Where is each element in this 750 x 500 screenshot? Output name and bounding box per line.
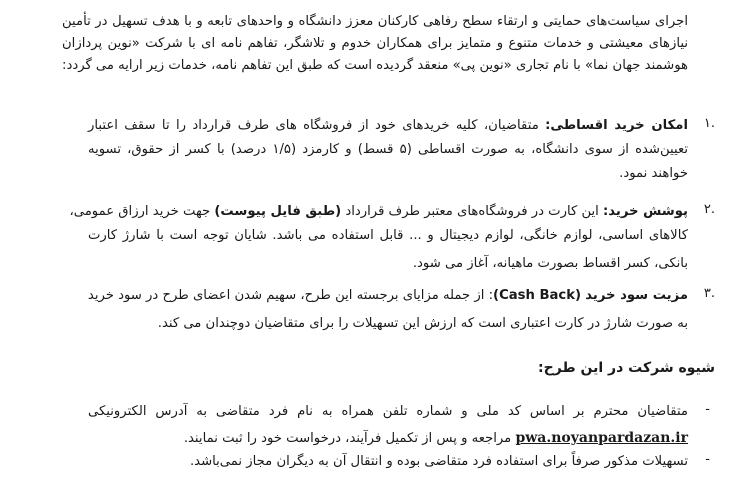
- item-1-line-1: [88, 116, 688, 136]
- item-2-title: پوشش خرید:: [603, 204, 688, 219]
- item-1-line-3: خواهند نمود.: [619, 166, 688, 181]
- bullet-1-line-2: [88, 428, 688, 449]
- item-1-number: ۱.: [703, 116, 715, 131]
- website-link[interactable]: pwa.noyanpardazan.ir: [515, 430, 688, 446]
- item-3-line-1: [88, 286, 688, 306]
- item-2-text-a: این کارت در فروشگاه‌های معتبر طرف قرارداد: [341, 204, 604, 219]
- bullet-2-dash: -: [705, 452, 710, 467]
- bullet-2-line-1: تسهیلات مذکور صرفاً برای استفاده فرد متقاضی بوده و انتقال آن به دیگران مجاز نمی‌باشد.: [189, 454, 688, 469]
- item-3-title: مزیت سود خرید: [585, 288, 688, 303]
- item-3-text: : از جمله مزایای برجسته این طرح، سهیم شدن اعضای طرح در سود خرید: [87, 288, 494, 303]
- bullet-1-text-rest: مراجعه و پس از تکمیل فرآیند، درخواست خود را ثبت نمایند.: [183, 431, 516, 446]
- item-2-text-b: جهت خرید ارزاق عمومی،: [69, 204, 215, 219]
- item-2-number: ۲.: [703, 202, 715, 217]
- item-2-line-3: بانکی، کسر اقساط بصورت ماهیانه، آغاز می شود.: [412, 256, 688, 271]
- intro-line-1: اجرای سیاست‌های حمایتی و ارتقاء سطح رفاهی کارکنان معزز دانشگاه و واحدهای تابعه و با هدف تسهیل در تأمین: [62, 14, 688, 29]
- bullet-1-line-1: متقاضیان محترم بر اساس کد ملی و شماره تلفن همراه به نام فرد متقاضی به آدرس الکترونیکی: [88, 404, 688, 419]
- item-3-line-2: به صورت شارژ در کارت اعتباری است که ارزش این تسهیلات را برای متقاضیان دوچندان می کند.: [157, 316, 688, 331]
- item-2-line-1: [69, 202, 688, 222]
- item-3-number: ۳.: [703, 286, 715, 301]
- item-1-title: امکان خرید اقساطی:: [545, 118, 688, 133]
- item-1-text: متقاضیان، کلیه خریدهای خود از فروشگاه های طرف قرارداد را تا سقف اعتبار: [88, 118, 546, 133]
- item-3-title-en: (Cash Back): [493, 288, 582, 303]
- bullet-1-dash: -: [705, 402, 710, 417]
- section-heading: شیوه شرکت در این طرح:: [538, 360, 715, 376]
- intro-line-3: هوشمند جهان نما» با نام تجاری «نوین پی» منعقد گردیده است که طبق این تفاهم نامه، خدمات زیر ارایه می گردد:: [62, 58, 688, 73]
- item-2-line-2: کالاهای اساسی، لوازم خانگی، لوازم دیجیتال و ... قابل استفاده می باشد. شایان توجه است با شارژ کارت: [88, 228, 688, 243]
- item-1-line-2: تعیین‌شده از سوی دانشگاه، به صورت اقساطی (۵ قسط) و کارمزد (۱/۵ درصد) با کسر از حقوق، تسویه: [88, 142, 689, 157]
- intro-line-2: نیازهای معیشتی و خدمات متنوع و متمایز برای همکاران خدوم و تلاشگر، تفاهم نامه ای با شرکت «نوین پردازان: [62, 36, 688, 51]
- item-2-attachment-note: (طبق فایل پیوست): [214, 204, 342, 219]
